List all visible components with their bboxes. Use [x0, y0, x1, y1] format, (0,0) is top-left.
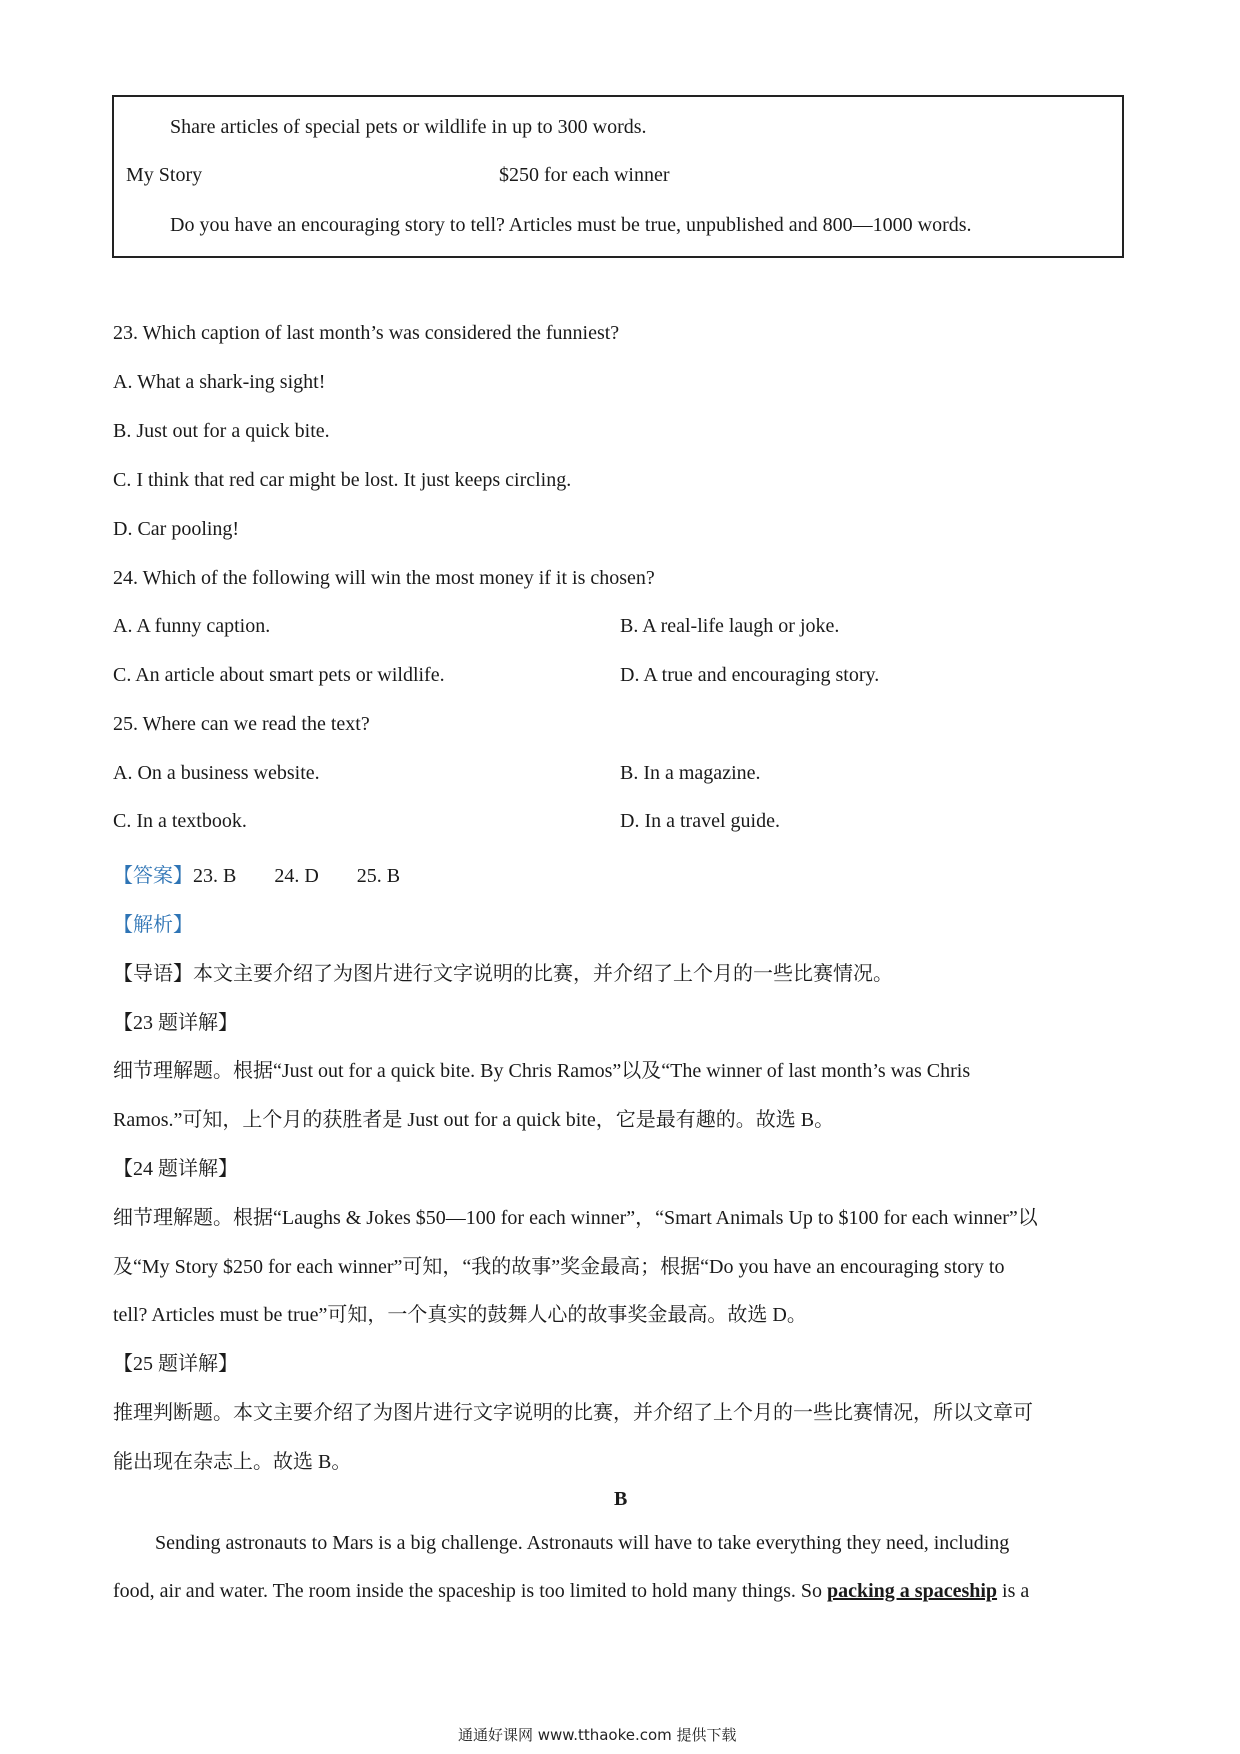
detail-25-title: 【25 题详解】: [113, 1353, 238, 1375]
q23-option-a: A. What a shark-ing sight!: [113, 371, 326, 393]
section-b-emphasis: packing a spaceship: [826, 1580, 998, 1602]
q25-option-d: D. In a travel guide.: [620, 810, 780, 832]
answer-25: 25. B: [356, 865, 401, 887]
section-b-heading: B: [614, 1488, 628, 1510]
answer-24: 24. D: [274, 865, 319, 887]
section-b-line2-post: is a: [997, 1580, 1030, 1602]
detail-23-title: 【23 题详解】: [113, 1012, 238, 1034]
q23-option-d: D. Car pooling!: [113, 518, 240, 540]
answer-23: 23. B: [193, 865, 237, 887]
section-b-line1: Sending astronauts to Mars is a big challenge. Astronauts will have to take everything they need, including: [155, 1532, 1010, 1554]
q24-option-b: B. A real-life laugh or joke.: [620, 615, 840, 637]
detail-24-title: 【24 题详解】: [113, 1158, 238, 1180]
q25-option-a: A. On a business website.: [113, 762, 320, 784]
q23-stem: 23. Which caption of last month’s was considered the funniest?: [113, 322, 620, 344]
detail-23-line2: Ramos.”可知，上个月的获胜者是 Just out for a quick bite，它是最有趣的。故选 B。: [113, 1109, 835, 1131]
q24-option-c: C. An article about smart pets or wildlife.: [113, 664, 445, 686]
section-b-line2-pre: food, air and water. The room inside the spaceship is too limited to hold many things. So: [113, 1580, 827, 1602]
detail-25-line2: 能出现在杂志上。故选 B。: [113, 1451, 352, 1473]
q25-option-c: C. In a textbook.: [113, 810, 247, 832]
footer-source: 通通好课网 www.tthaoke.com 提供下载: [458, 1726, 737, 1744]
detail-24-line3: tell? Articles must be true”可知，一个真实的鼓舞人心的故事奖金最高。故选 D。: [113, 1304, 807, 1326]
q24-option-a: A. A funny caption.: [113, 615, 271, 637]
detail-24-line1: 细节理解题。根据“Laughs & Jokes $50—100 for each winner”，“Smart Animals Up to $100 for each winner”以: [113, 1207, 1038, 1229]
q25-option-b: B. In a magazine.: [620, 762, 761, 784]
detail-25-line1: 推理判断题。本文主要介绍了为图片进行文字说明的比赛，并介绍了上个月的一些比赛情况，所以文章可: [113, 1402, 1033, 1424]
box-line-pets: Share articles of special pets or wildlife in up to 300 words.: [170, 116, 647, 138]
q24-stem: 24. Which of the following will win the most money if it is chosen?: [113, 567, 655, 589]
my-story-label: My Story: [126, 164, 203, 186]
my-story-prize: $250 for each winner: [499, 164, 670, 186]
q25-stem: 25. Where can we read the text?: [113, 713, 370, 735]
detail-23-line1: 细节理解题。根据“Just out for a quick bite. By Chris Ramos”以及“The winner of last month’s was Chris: [113, 1060, 971, 1082]
q24-option-d: D. A true and encouraging story.: [620, 664, 880, 686]
detail-24-line2: 及“My Story $250 for each winner”可知，“我的故事”奖金最高；根据“Do you have an encouraging story to: [113, 1256, 1005, 1278]
analysis-label: 【解析】: [113, 914, 193, 936]
box-line-story: Do you have an encouraging story to tell? Articles must be true, unpublished and 800—1000 words.: [170, 214, 972, 236]
section-b-line2: [113, 1580, 1029, 1603]
answer-label: 【答案】: [113, 865, 193, 887]
analysis-intro: 【导语】本文主要介绍了为图片进行文字说明的比赛，并介绍了上个月的一些比赛情况。: [113, 963, 893, 985]
q23-option-b: B. Just out for a quick bite.: [113, 420, 330, 442]
answer-row: [113, 859, 400, 888]
q23-option-c: C. I think that red car might be lost. It just keeps circling.: [113, 469, 572, 491]
